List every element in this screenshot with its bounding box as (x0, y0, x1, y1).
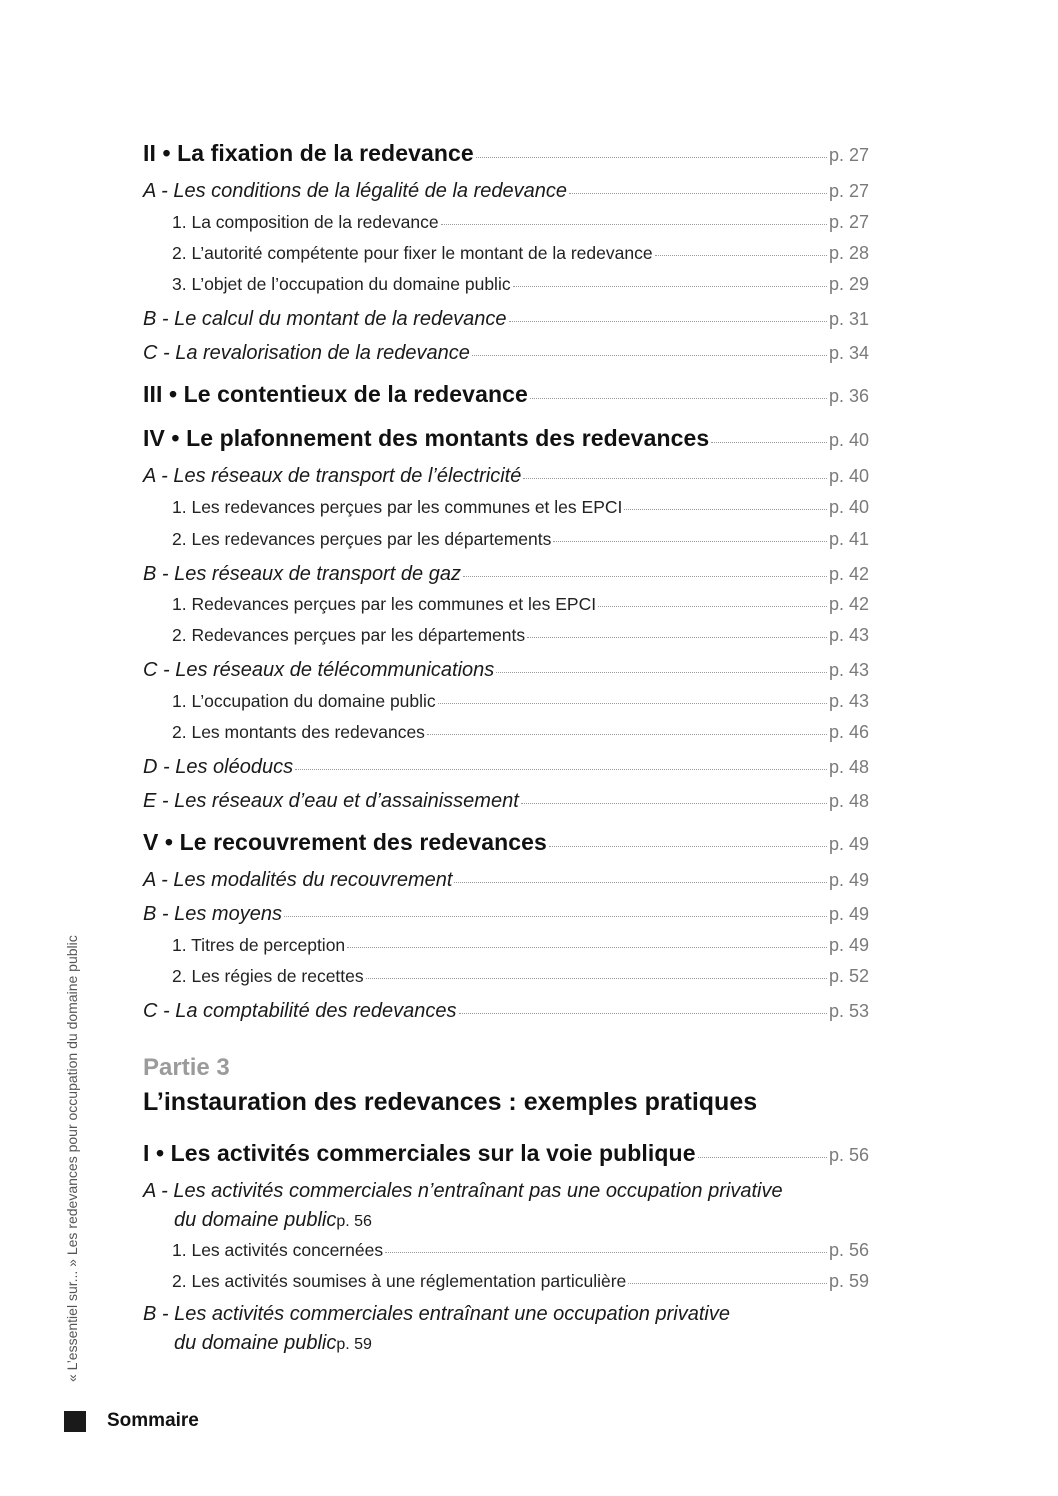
leader-dots (366, 977, 827, 979)
leader-dots (284, 915, 827, 917)
toc-page-number: p. 34 (828, 343, 869, 363)
toc-page-number: p. 46 (828, 722, 869, 742)
toc-entry-title: B - Les activités commerciales entraînant une occupation privative (143, 1303, 730, 1325)
leader-dots (598, 605, 827, 607)
leader-dots (295, 768, 827, 770)
leader-dots (427, 733, 827, 735)
toc-page-number: p. 27 (828, 181, 869, 201)
toc-entry-title: 1. Les activités concernées (172, 1240, 384, 1260)
toc-subsection[interactable] (143, 756, 869, 779)
toc-subsection[interactable] (143, 342, 869, 365)
toc-subsection[interactable] (143, 308, 869, 331)
leader-dots (698, 1156, 827, 1158)
toc-item[interactable] (172, 935, 869, 956)
toc-entry-title: II • La fixation de la redevance (143, 140, 474, 166)
leader-dots (628, 1282, 827, 1284)
toc-item[interactable] (172, 212, 869, 233)
leader-dots (438, 702, 827, 704)
leader-dots (553, 540, 827, 542)
toc-subsection[interactable] (143, 869, 869, 892)
leader-dots (523, 477, 827, 479)
toc-subsection[interactable] (143, 659, 869, 682)
toc-subsection[interactable] (143, 1303, 869, 1355)
toc-page-number: p. 27 (828, 212, 869, 232)
leader-dots (549, 845, 827, 847)
leader-dots (527, 636, 827, 638)
toc-entry-title: 1. Titres de perception (172, 935, 346, 955)
toc-page-number: p. 56 (828, 1240, 869, 1260)
toc-item[interactable] (172, 243, 869, 264)
toc-entry-title: 2. Les montants des redevances (172, 722, 425, 742)
toc-page-number: p. 43 (828, 660, 869, 680)
toc-page-number: p. 40 (828, 466, 869, 486)
toc-entry-title: 1. L’occupation du domaine public (172, 691, 436, 711)
part-title: L’instauration des redevances : exemples pratiques (143, 1088, 758, 1116)
toc-entry-title: A - Les modalités du recouvrement (143, 869, 453, 891)
toc-entry-title: 2. L’autorité compétente pour fixer le montant de la redevance (172, 243, 653, 263)
toc-entry-title: 1. Les redevances perçues par les communes et les EPCI (172, 497, 623, 517)
toc-item[interactable] (172, 529, 869, 550)
toc-item[interactable] (172, 274, 869, 295)
toc-page-number: p. 56 (336, 1213, 372, 1230)
toc-page-number: p. 48 (828, 757, 869, 777)
toc-section[interactable] (143, 1140, 869, 1167)
toc-entry-title: I • Les activités commerciales sur la voie publique (143, 1140, 696, 1166)
leader-dots (496, 671, 827, 673)
toc-entry-title: A - Les activités commerciales n’entraînant pas une occupation privative (143, 1180, 783, 1202)
toc-page-number: p. 27 (828, 145, 869, 165)
toc-item[interactable] (172, 1271, 869, 1292)
toc-page-number: p. 40 (828, 497, 869, 517)
toc-page-number: p. 49 (828, 904, 869, 924)
toc-section[interactable] (143, 829, 869, 856)
toc-page-number: p. 59 (828, 1271, 869, 1291)
leader-dots (521, 802, 827, 804)
part-label: Partie 3 (143, 1054, 230, 1081)
toc-page-number: p. 36 (828, 386, 869, 406)
toc-page-number: p. 49 (828, 935, 869, 955)
toc-entry-title: 2. Les redevances perçues par les départements (172, 529, 552, 549)
toc-page-number: p. 59 (336, 1336, 372, 1353)
toc-entry-title: 1. Redevances perçues par les communes et les EPCI (172, 594, 597, 614)
toc-entry-title-continued: du domaine public (174, 1332, 337, 1354)
toc-entry-title: D - Les oléoducs (143, 756, 294, 778)
toc-page-number: p. 43 (828, 691, 869, 711)
toc-section[interactable] (143, 425, 869, 452)
toc-page-number: p. 28 (828, 243, 869, 263)
toc-entry-title: A - Les réseaux de transport de l’électricité (143, 465, 522, 487)
toc-page-number: p. 52 (828, 966, 869, 986)
toc-entry-title: B - Les moyens (143, 903, 282, 925)
toc-section[interactable] (143, 140, 869, 167)
toc-subsection[interactable] (143, 903, 869, 926)
leader-dots (463, 575, 827, 577)
toc-item[interactable] (172, 722, 869, 743)
toc-subsection[interactable] (143, 465, 869, 488)
toc-item[interactable] (172, 594, 869, 615)
toc-subsection[interactable] (143, 563, 869, 586)
toc-subsection[interactable] (143, 1180, 869, 1232)
leader-dots (513, 285, 827, 287)
leader-dots (441, 223, 827, 225)
toc-entry-title: B - Le calcul du montant de la redevance (143, 308, 507, 330)
toc-page-number: p. 49 (828, 870, 869, 890)
toc-item[interactable] (172, 1240, 869, 1261)
toc-subsection[interactable] (143, 180, 869, 203)
leader-dots (459, 1012, 827, 1014)
toc-page-number: p. 53 (828, 1001, 869, 1021)
toc-entry-title-continued: du domaine public (174, 1209, 337, 1231)
toc-page-number: p. 41 (828, 529, 869, 549)
footer-section-label: Sommaire (107, 1410, 199, 1431)
toc-item[interactable] (172, 625, 869, 646)
toc-entry-title: B - Les réseaux de transport de gaz (143, 563, 461, 585)
leader-dots (454, 881, 827, 883)
leader-dots (472, 354, 827, 356)
toc-page-number: p. 42 (828, 564, 869, 584)
toc-page-number: p. 40 (828, 430, 869, 450)
toc-subsection[interactable] (143, 1000, 869, 1023)
toc-entry-title: 2. Les régies de recettes (172, 966, 364, 986)
running-title-vertical: « L’essentiel sur... » Les redevances pour occupation du domaine public (64, 935, 80, 1382)
toc-entry-title: V • Le recouvrement des redevances (143, 829, 547, 855)
toc-subsection[interactable] (143, 790, 869, 813)
toc-entry-title: C - La revalorisation de la redevance (143, 342, 470, 364)
toc-page-number: p. 29 (828, 274, 869, 294)
leader-dots (530, 397, 827, 399)
leader-dots (624, 508, 827, 510)
toc-entry-title: 2. Les activités soumises à une réglementation particulière (172, 1271, 627, 1291)
toc-entry-title: 3. L’objet de l’occupation du domaine public (172, 274, 511, 294)
leader-dots (711, 441, 827, 443)
toc-entry-title: A - Les conditions de la légalité de la redevance (143, 180, 567, 202)
leader-dots (655, 254, 827, 256)
toc-item[interactable] (172, 691, 869, 712)
toc-page-number: p. 49 (828, 834, 869, 854)
toc-page-number: p. 48 (828, 791, 869, 811)
toc-page-number: p. 43 (828, 625, 869, 645)
toc-section[interactable] (143, 381, 869, 408)
leader-dots (509, 320, 827, 322)
toc-item[interactable] (172, 497, 869, 518)
toc-entry-title: 1. La composition de la redevance (172, 212, 439, 232)
toc-page-number: p. 42 (828, 594, 869, 614)
toc-entry-title: III • Le contentieux de la redevance (143, 381, 528, 407)
toc-entry-title: IV • Le plafonnement des montants des redevances (143, 425, 710, 451)
toc-page-number: p. 31 (828, 309, 869, 329)
leader-dots (569, 192, 827, 194)
leader-dots (347, 946, 827, 948)
toc-entry-title: E - Les réseaux d’eau et d’assainissement (143, 790, 519, 812)
leader-dots (476, 156, 827, 158)
toc-item[interactable] (172, 966, 869, 987)
toc-entry-title: C - La comptabilité des redevances (143, 1000, 457, 1022)
footer-square-marker (64, 1411, 86, 1432)
toc-entry-title: C - Les réseaux de télécommunications (143, 659, 495, 681)
leader-dots (385, 1251, 827, 1253)
toc-entry-title: 2. Redevances perçues par les départements (172, 625, 526, 645)
toc-page-number: p. 56 (828, 1145, 869, 1165)
